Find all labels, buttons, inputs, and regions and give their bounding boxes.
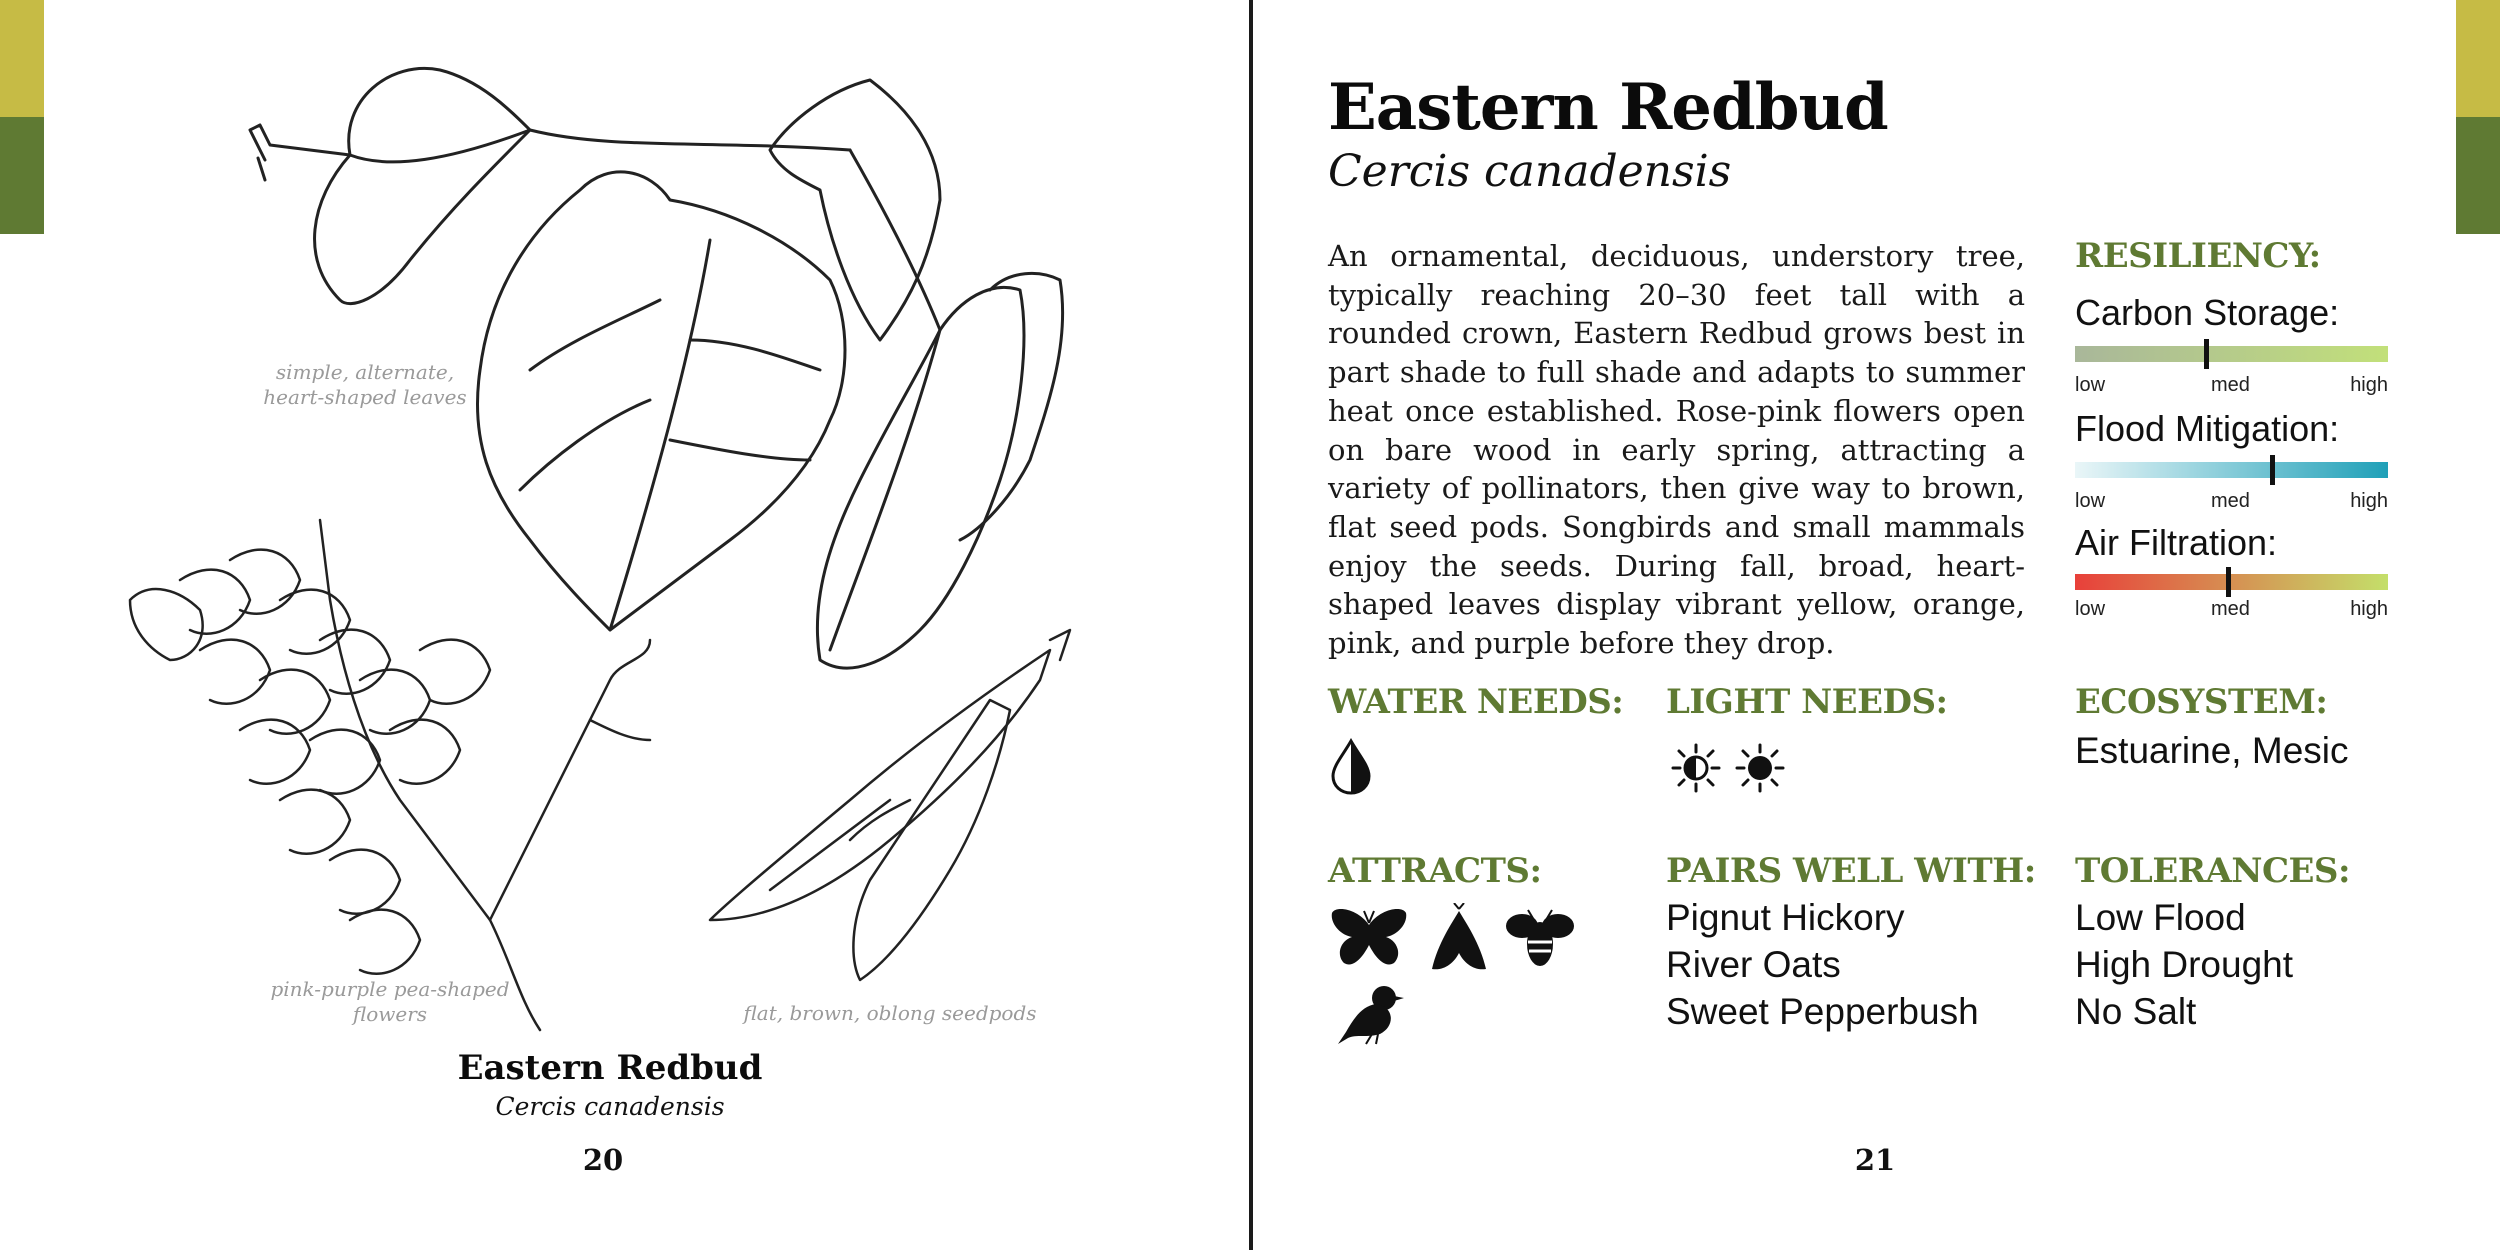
scientific-name: Cercis canadensis xyxy=(1328,146,1732,197)
scale-med: med xyxy=(2211,374,2250,396)
ecosystem-value: Estuarine, Mesic xyxy=(2075,730,2349,771)
flowers-caption-line-2: flowers xyxy=(352,1002,428,1026)
scale-med: med xyxy=(2211,490,2250,512)
carbon-storage-scale xyxy=(2075,374,2388,396)
tolerances-list xyxy=(2075,894,2293,1035)
page-title: Eastern Redbud xyxy=(1328,70,1888,145)
pairs-item: Sweet Pepperbush xyxy=(1666,991,1979,1032)
chapter-tab-green xyxy=(0,117,44,234)
light-needs-heading: LIGHT NEEDS: xyxy=(1666,682,1948,722)
half-water-drop-icon xyxy=(1328,738,1374,796)
seedpods-sketch xyxy=(710,630,1070,980)
leaves-caption xyxy=(230,360,500,410)
chapter-tab-green-right xyxy=(2456,117,2500,234)
left-page xyxy=(0,0,1249,1250)
scale-low: low xyxy=(2075,598,2106,620)
air-filtration-scale xyxy=(2075,598,2388,620)
air-filtration-bar xyxy=(2075,574,2388,590)
tolerances-heading: TOLERANCES: xyxy=(2075,851,2351,891)
flood-mitigation-marker xyxy=(2270,455,2275,485)
flood-mitigation-scale xyxy=(2075,490,2388,512)
bird-icon xyxy=(1336,982,1406,1046)
water-needs-heading: WATER NEEDS: xyxy=(1328,682,1624,722)
carbon-storage-marker xyxy=(2204,339,2209,369)
scale-high: high xyxy=(2350,598,2388,620)
scale-high: high xyxy=(2350,490,2388,512)
scale-low: low xyxy=(2075,374,2106,396)
flowers-sketch xyxy=(130,520,650,1030)
tolerance-item: Low Flood xyxy=(2075,897,2246,938)
scale-high: high xyxy=(2350,374,2388,396)
carbon-storage-label: Carbon Storage: xyxy=(2075,292,2340,333)
air-filtration-label: Air Filtration: xyxy=(2075,522,2278,563)
pairs-item: River Oats xyxy=(1666,944,1841,985)
part-sun-icon xyxy=(1670,742,1722,794)
scale-low: low xyxy=(2075,490,2106,512)
resiliency-heading: RESILIENCY: xyxy=(2075,236,2321,276)
ecosystem-heading: ECOSYSTEM: xyxy=(2075,682,2328,722)
attracts-heading: ATTRACTS: xyxy=(1328,851,1542,891)
species-description: An ornamental, deciduous, understory tree, typically reaching 20–30 feet tall with a rounded crown, Eastern Redbud grows best in part shade to full shade and adapts to summer heat once established. Rose-pink flowers open on bare wood in early spring, attracting a variety of pollinators, then give way to brown, flat seed pods. Songbirds and small mammals enjoy the seeds. During fall, broad, heart-shaped leaves display vibrant yellow, orange, pink, and purple before they drop. xyxy=(1328,239,2025,661)
left-page-scientific-name: Cercis canadensis xyxy=(495,1092,725,1121)
tolerance-item: No Salt xyxy=(2075,991,2197,1032)
pairs-well-with-heading: PAIRS WELL WITH: xyxy=(1666,851,2036,891)
seedpods-caption: flat, brown, oblong seedpods xyxy=(743,1001,1037,1025)
carbon-storage-bar xyxy=(2075,346,2388,362)
redbud-botanical-illustration xyxy=(90,40,1110,1040)
full-sun-icon xyxy=(1734,742,1786,794)
left-page-title: Eastern Redbud xyxy=(457,1048,763,1088)
leaves-caption-line-2: heart-shaped leaves xyxy=(263,385,467,409)
tolerance-item: High Drought xyxy=(2075,944,2294,985)
bee-icon xyxy=(1500,908,1580,970)
scale-med: med xyxy=(2211,598,2250,620)
butterfly-icon xyxy=(1328,905,1410,973)
pairs-well-with-list xyxy=(1666,894,1979,1035)
pairs-item: Pignut Hickory xyxy=(1666,897,1905,938)
leaves-caption-line-1: simple, alternate, xyxy=(275,360,455,384)
page-number-right: 21 xyxy=(1854,1143,1896,1177)
page-number-left: 20 xyxy=(582,1143,624,1177)
air-filtration-marker xyxy=(2226,567,2231,597)
flood-mitigation-label: Flood Mitigation: xyxy=(2075,408,2340,449)
chapter-tab-yellow xyxy=(0,0,44,117)
chapter-tab-yellow-right xyxy=(2456,0,2500,117)
flood-mitigation-bar xyxy=(2075,462,2388,478)
moth-icon xyxy=(1428,903,1490,975)
flowers-caption xyxy=(250,977,530,1027)
flowers-caption-line-1: pink-purple pea-shaped xyxy=(270,977,510,1001)
